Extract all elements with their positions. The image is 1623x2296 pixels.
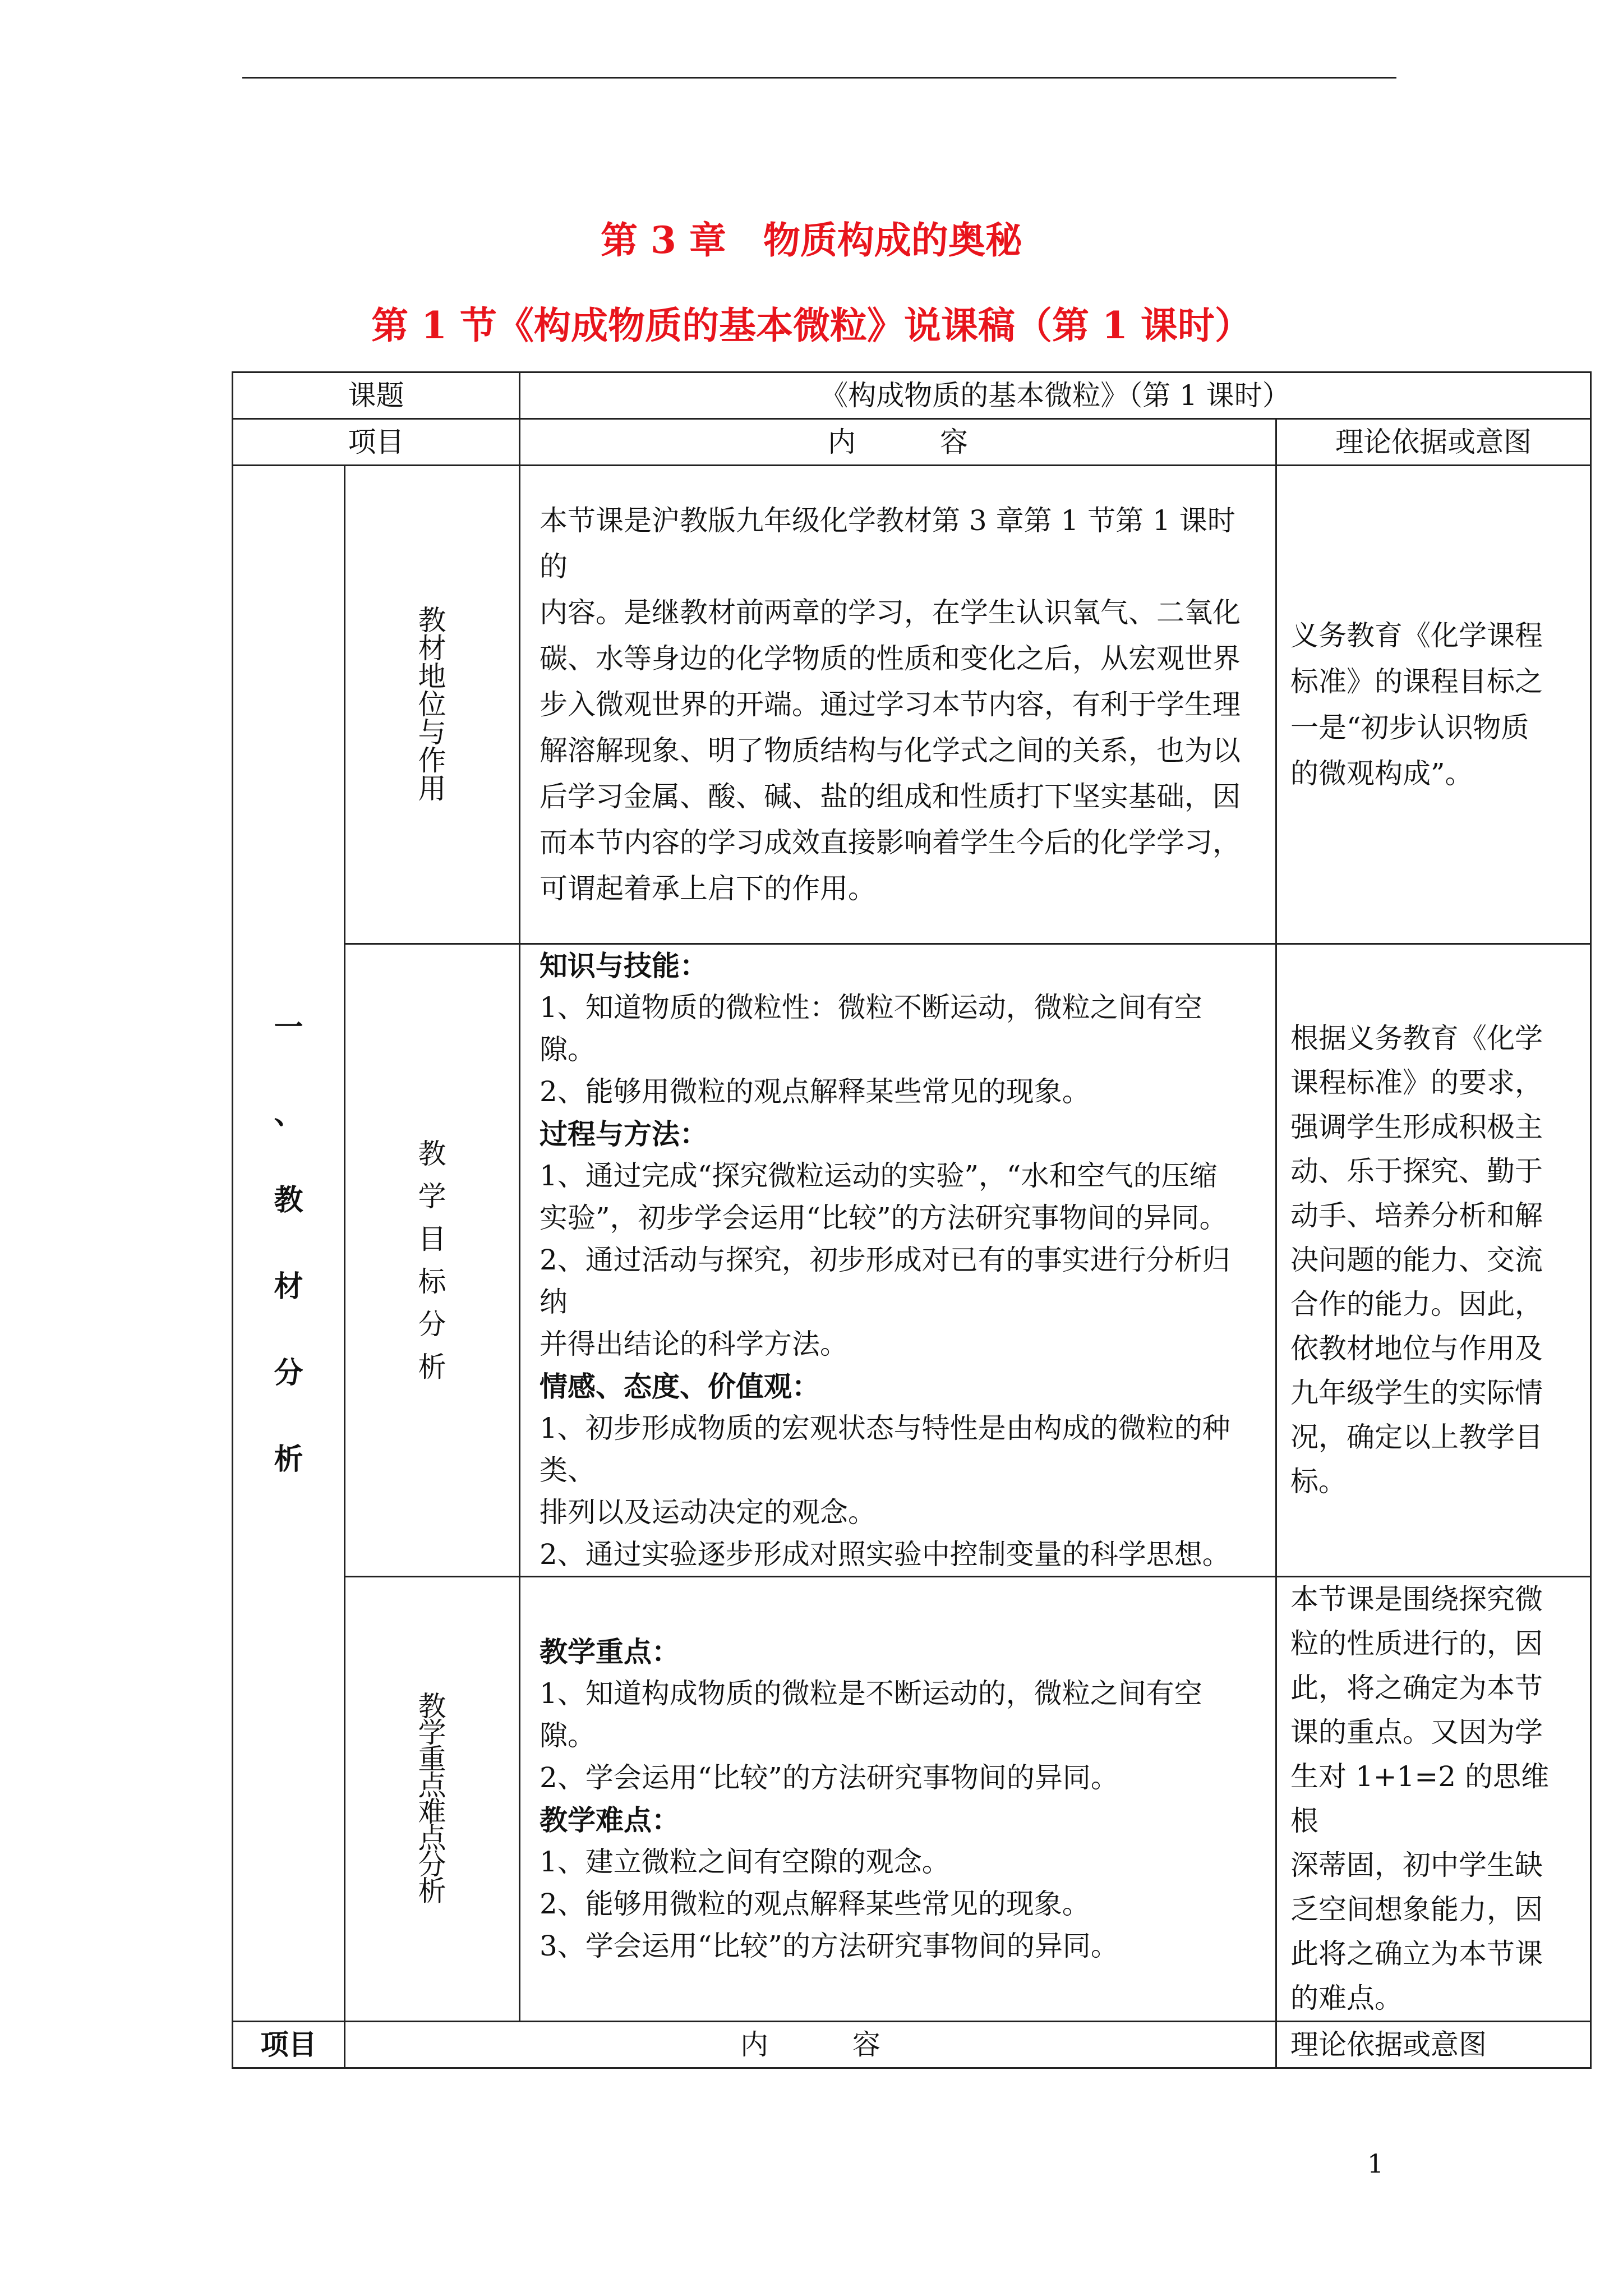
row-label-char: 析: [418, 1875, 446, 1907]
table-row: [233, 1577, 1591, 2022]
section-label-char: 材: [274, 1269, 303, 1304]
basis-line: 强调学生形成积极主: [1290, 1111, 1543, 1143]
row-label-char: 点: [418, 1822, 446, 1855]
basis-line: 此将之确立为本节课: [1290, 1938, 1543, 1970]
lesson-table: [232, 371, 1592, 2069]
header-basis: 理论依据或意图: [1276, 419, 1591, 466]
basis-line: 乏空间想象能力，因: [1290, 1893, 1543, 1926]
section-label-char: 一: [274, 1010, 303, 1045]
content-line: 1、建立微粒之间有空隙的观念。: [540, 1846, 950, 1878]
content-line: 2、学会运用“比较”的方法研究事物间的异同。: [540, 1761, 1119, 1794]
row-label-char: 标: [418, 1265, 446, 1298]
section-label-cell: [233, 466, 345, 2022]
row-label-char: 析: [418, 1350, 446, 1383]
basis-line: 动手、培养分析和解: [1290, 1199, 1543, 1232]
basis-line: 生对 1+1=2 的思维根: [1290, 1760, 1550, 1837]
content-line: 后学习金属、酸、碱、盐的组成和性质打下坚实基础，因: [540, 780, 1241, 813]
basis-line: 决问题的能力、交流: [1290, 1244, 1543, 1276]
row-label: [345, 466, 520, 944]
row-label-char: 地: [418, 660, 446, 693]
content-line: 碳、水等身边的化学物质的性质和变化之后，从宏观世界: [540, 642, 1241, 675]
row-label-char: 与: [418, 716, 446, 749]
basis-line: 粒的性质进行的，因: [1290, 1627, 1543, 1660]
footer-row: [233, 2022, 1591, 2068]
content-line: 本节课是沪教版九年级化学教材第 3 章第 1 节第 1 课时的: [540, 504, 1235, 583]
row-label-char: 教: [418, 1137, 446, 1170]
row-label-char: 分: [418, 1308, 446, 1341]
basis-line: 况，确定以上教学目: [1290, 1421, 1543, 1453]
basis-line: 根据义务教育《化学: [1290, 1022, 1543, 1055]
header-rule: [242, 77, 1396, 79]
section-label-char: 析: [274, 1442, 303, 1476]
row-label-char: 难: [418, 1796, 446, 1828]
basis-line: 依教材地位与作用及: [1290, 1332, 1543, 1365]
row-label-char: 目: [418, 1222, 446, 1255]
content-line: 情感、态度、价值观：: [540, 1370, 820, 1403]
section-label-char: 分: [274, 1355, 303, 1390]
content-line: 2、通过活动与探究，初步形成对已有的事实进行分析归纳: [540, 1244, 1230, 1318]
table-row: [233, 466, 1591, 944]
footer-basis: 理论依据或意图: [1276, 2022, 1591, 2068]
content-line: 步入微观世界的开端。通过学习本节内容，有利于学生理: [540, 688, 1241, 721]
footer-content: 内 容: [345, 2022, 1276, 2068]
row-content: [520, 944, 1276, 1577]
content-line: 1、通过完成“探究微粒运动的实验”，“水和空气的压缩: [540, 1159, 1218, 1192]
header-item: 项目: [233, 419, 520, 466]
row-content: [520, 466, 1276, 944]
row-label-char: 材: [418, 632, 446, 665]
basis-line: 标。: [1290, 1465, 1347, 1498]
content-line: 并得出结论的科学方法。: [540, 1328, 848, 1360]
content-line: 内容。是继教材前两章的学习，在学生认识氧气、二氧化: [540, 596, 1241, 629]
content-line: 3、学会运用“比较”的方法研究事物间的异同。: [540, 1930, 1119, 1962]
basis-line: 的难点。: [1290, 1982, 1403, 2014]
basis-line: 动、乐于探究、勤于: [1290, 1155, 1543, 1188]
basis-line: 义务教育《化学课程: [1290, 619, 1543, 652]
content-line: 知识与技能：: [540, 949, 708, 982]
header-content: 内 容: [520, 419, 1276, 466]
basis-line: 深蒂固，初中学生缺: [1290, 1849, 1543, 1881]
content-line: 过程与方法：: [540, 1117, 708, 1151]
basis-line: 一是“初步认识物质: [1290, 711, 1529, 744]
page-number: 1: [1367, 2148, 1384, 2179]
basis-line: 九年级学生的实际情: [1290, 1377, 1543, 1409]
chapter-title: 第 3 章 物质构成的奥秘: [601, 218, 1022, 262]
row-basis: [1276, 944, 1591, 1577]
basis-line: 本节课是围绕探究微: [1290, 1583, 1543, 1616]
row-content: [520, 1577, 1276, 2022]
section-label-char: 、: [274, 1096, 303, 1131]
content-line: 可谓起着承上启下的作用。: [540, 872, 876, 905]
basis-line: 课程标准》的要求，: [1290, 1066, 1543, 1099]
content-line: 2、通过实验逐步形成对照实验中控制变量的科学思想。: [540, 1538, 1230, 1571]
row-label: [345, 944, 520, 1577]
content-line: 2、能够用微粒的观点解释某些常见的现象。: [540, 1888, 1090, 1920]
row-label-char: 分: [418, 1848, 446, 1881]
content-line: 排列以及运动决定的观念。: [540, 1496, 876, 1529]
header-row: [233, 419, 1591, 466]
row-label-char: 学: [418, 1180, 446, 1213]
row-label-char: 教: [418, 604, 446, 637]
basis-line: 此，将之确定为本节: [1290, 1672, 1543, 1704]
content-line: 教学重点：: [540, 1635, 680, 1668]
basis-line: 的微观构成”。: [1290, 757, 1473, 790]
content-line: 2、能够用微粒的观点解释某些常见的现象。: [540, 1075, 1090, 1108]
table-row: [233, 944, 1591, 1577]
row-label-char: 点: [418, 1769, 446, 1802]
row-label: [345, 1577, 520, 2022]
row-label-char: 作: [418, 744, 446, 777]
topic-value: 《构成物质的基本微粒》（第 1 课时）: [520, 372, 1591, 419]
content-line: 教学难点：: [540, 1803, 680, 1837]
content-line: 1、知道构成物质的微粒是不断运动的，微粒之间有空隙。: [540, 1677, 1202, 1752]
row-label-char: 重: [418, 1743, 446, 1775]
basis-line: 合作的能力。因此，: [1290, 1288, 1543, 1320]
row-basis: [1276, 466, 1591, 944]
content-line: 1、知道物质的微粒性：微粒不断运动，微粒之间有空隙。: [540, 991, 1202, 1066]
content-line: 解溶解现象、明了物质结构与化学式之间的关系，也为以: [540, 734, 1241, 767]
row-label-char: 学: [418, 1717, 446, 1749]
topic-row: [233, 372, 1591, 419]
row-label-char: 教: [418, 1690, 446, 1723]
row-basis: [1276, 1577, 1591, 2022]
row-label-char: 用: [418, 772, 446, 805]
basis-line: 课的重点。又因为学: [1290, 1716, 1543, 1749]
section-label-char: 教: [274, 1182, 303, 1217]
basis-line: 标准》的课程目标之: [1290, 665, 1543, 698]
row-label-char: 位: [418, 688, 446, 721]
content-line: 实验”，初步学会运用“比较”的方法研究事物间的异同。: [540, 1202, 1228, 1234]
topic-label: 课题: [233, 372, 520, 419]
section-title: 第 1 节《构成物质的基本微粒》说课稿（第 1 课时）: [371, 303, 1252, 347]
footer-item: 项目: [233, 2022, 345, 2068]
content-line: 而本节内容的学习成效直接影响着学生今后的化学学习，: [540, 826, 1241, 859]
content-line: 1、初步形成物质的宏观状态与特性是由构成的微粒的种类、: [540, 1412, 1230, 1487]
